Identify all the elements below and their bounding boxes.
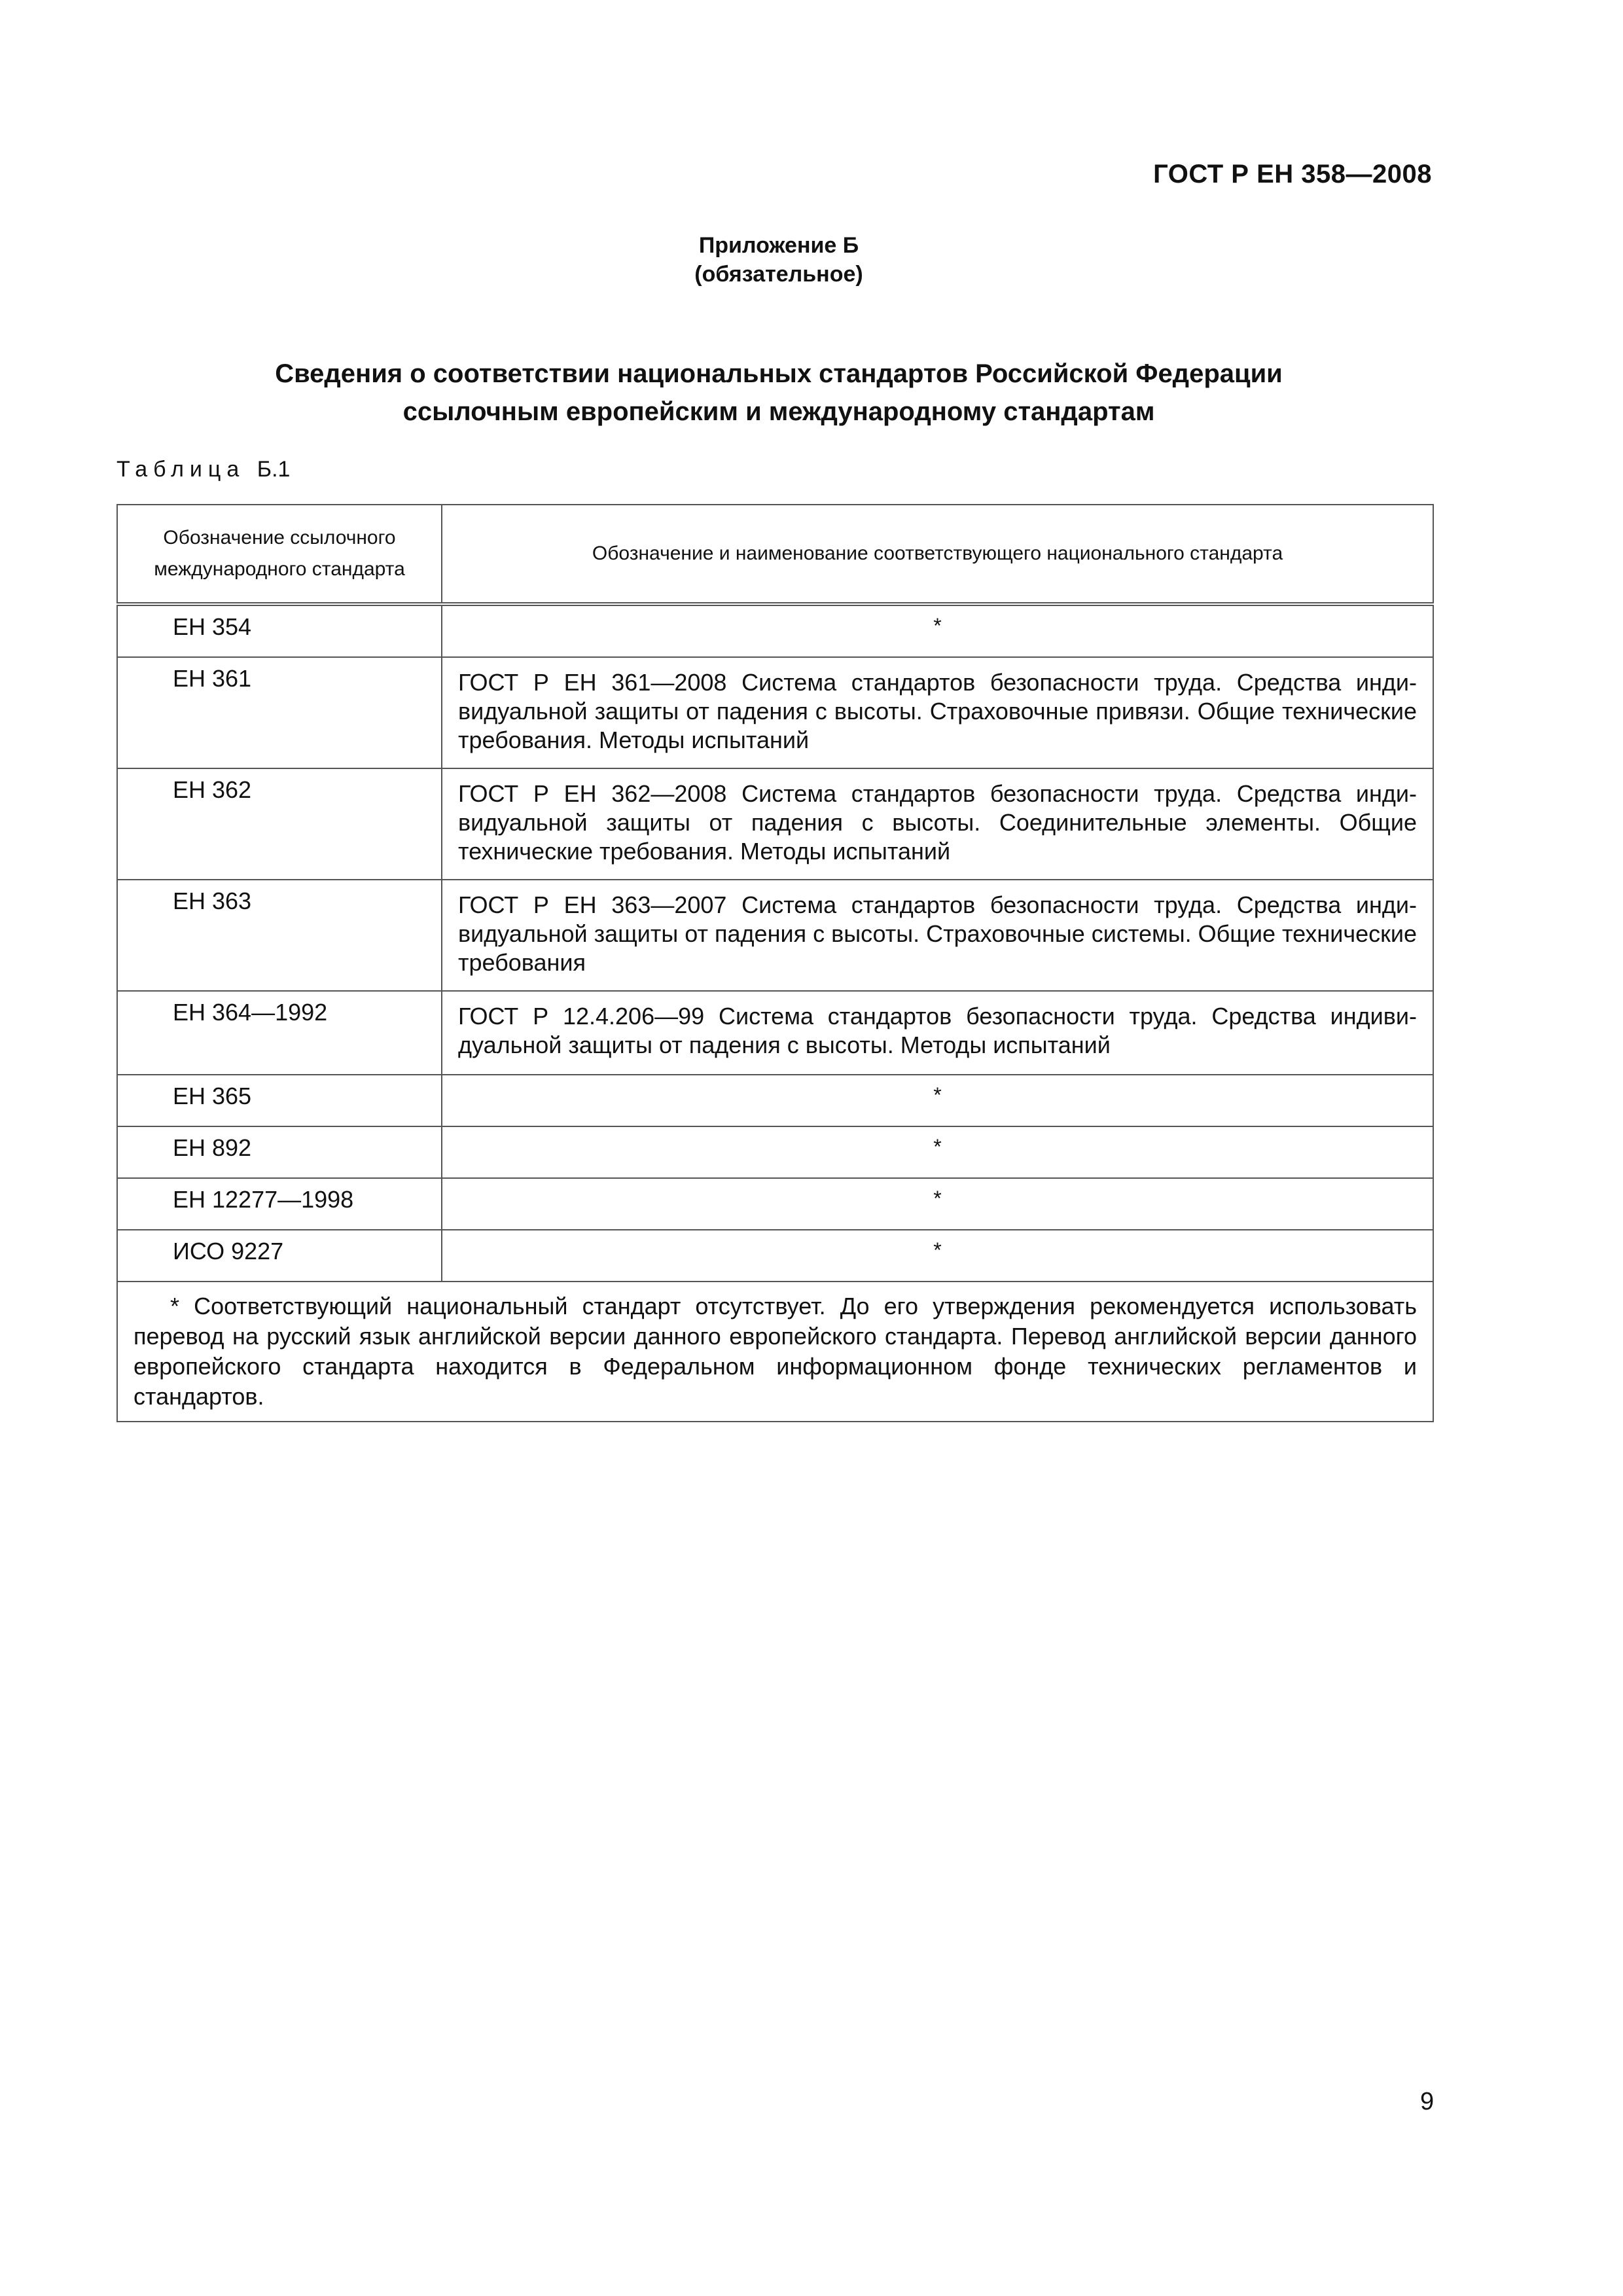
table-row [117,604,1433,657]
national-standard-cell: * [442,1075,1433,1126]
table-row [117,1126,1433,1178]
table-header-row [117,505,1433,604]
reference-code: ЕН 363 [117,880,442,991]
reference-standards-table [116,504,1434,1422]
table-row [117,991,1433,1075]
table-row [117,880,1433,991]
reference-code: ИСО 9227 [117,1230,442,1282]
header-national-standard: Обозначение и наименование соответствующего национального стандарта [442,505,1433,604]
section-title-line-1: Сведения о соответствии национальных стандартов Российской Федерации [275,359,1283,388]
national-standard-cell: ГОСТ Р 12.4.206—99 Система стандартов безопасности труда. Средства индивидуальной защиты от падения с высоты. Методы испытаний [442,991,1433,1075]
national-standard-cell: ГОСТ Р ЕН 362—2008 Система стандартов безопасности труда. Средства индивидуальной защиты от падения с высоты. Соединительные элементы. Общие технические требования. Методы испытаний [442,768,1433,880]
annex-status: (обязательное) [694,262,863,287]
reference-code: ЕН 361 [117,657,442,768]
national-standard-cell: ГОСТ Р ЕН 361—2008 Система стандартов безопасности труда. Средства индивидуальной защиты от падения с высоты. Страховочные привязи. Общие технические требования. Методы испытаний [442,657,1433,768]
table-footnote [117,1282,1433,1422]
reference-code: ЕН 365 [117,1075,442,1126]
footnote-marker: * [170,1293,180,1319]
header-reference-standard: Обозначение ссылочного международного стандарта [117,505,442,604]
national-standard-cell: * [442,1178,1433,1230]
reference-code: ЕН 364—1992 [117,991,442,1075]
table-caption [116,457,290,482]
reference-code: ЕН 362 [117,768,442,880]
reference-code: ЕН 12277—1998 [117,1178,442,1230]
table-footnote-row [117,1282,1433,1422]
document-code: ГОСТ Р ЕН 358—2008 [1153,160,1432,188]
page-number: 9 [1420,2088,1435,2115]
national-standard-cell: * [442,1230,1433,1282]
table-caption-number: Б.1 [257,457,291,482]
national-standard-cell: * [442,604,1433,657]
table-row [117,768,1433,880]
footnote-text: Соответствующий национальный стандарт отсутствует. До его утверждения рекомендуется использовать перевод на русский язык английской версии данного европейского стандарта. Перевод английской версии данного европейского стандарта находится в Федеральном информационном фонде технических регламентов и стандартов. [134,1293,1417,1410]
national-standard-cell: * [442,1126,1433,1178]
national-standard-cell: ГОСТ Р ЕН 363—2007 Система стандартов безопасности труда. Средства индивидуальной защиты от падения с высоты. Страховочные системы. Общие технические требования [442,880,1433,991]
section-title-line-2: ссылочным европейским и международному стандартам [402,397,1155,426]
table-caption-label: Таблица [116,457,245,482]
table-row [117,1075,1433,1126]
table-row [117,1178,1433,1230]
table-row [117,657,1433,768]
table-row [117,1230,1433,1282]
reference-code: ЕН 354 [117,604,442,657]
reference-code: ЕН 892 [117,1126,442,1178]
annex-title: Приложение Б [698,233,859,258]
